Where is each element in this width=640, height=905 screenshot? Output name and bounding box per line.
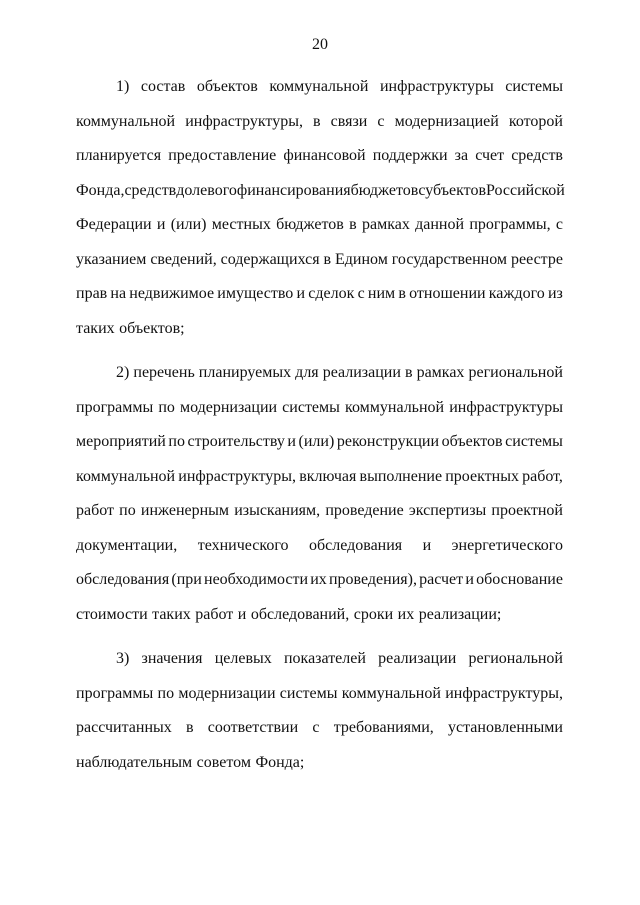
word: перечень <box>133 364 195 381</box>
word: по <box>158 398 175 416</box>
word: установленными <box>447 719 563 736</box>
word: реконструкции <box>336 433 440 450</box>
word: объектов <box>441 433 503 450</box>
word: сведений, <box>150 250 217 268</box>
text-line <box>76 529 563 564</box>
word: коммунальной <box>341 684 441 702</box>
word: программы <box>76 398 154 416</box>
word: инфраструктуры, <box>185 112 303 130</box>
word: обследования <box>308 536 403 554</box>
word: объектов <box>196 78 258 95</box>
word: каждого <box>488 285 545 302</box>
word: проведения), <box>328 571 417 588</box>
word: энергетического <box>451 536 563 554</box>
word: коммунальной <box>76 467 176 485</box>
word: средств <box>511 147 563 164</box>
word: планируемых <box>198 364 292 381</box>
word: экспертизы <box>408 502 487 519</box>
word: советом <box>196 753 251 771</box>
word: инфраструктуры <box>449 398 563 416</box>
paragraph-item-3 <box>76 642 563 780</box>
text-line <box>76 598 563 633</box>
page-number: 20 <box>312 36 328 53</box>
word: 3) <box>116 650 130 667</box>
word: их <box>310 571 327 588</box>
word: и <box>422 536 432 554</box>
word: стоимости <box>76 605 148 623</box>
text-line <box>76 174 563 209</box>
word: в <box>323 250 332 268</box>
word: Едином <box>334 250 388 268</box>
word: субъектов <box>418 181 487 199</box>
word: инфраструктуры <box>379 78 494 95</box>
word: модернизацией <box>394 112 499 130</box>
word: с <box>555 216 563 233</box>
word: и <box>296 285 306 302</box>
word: финансирования <box>236 181 351 199</box>
word: бюджетов <box>350 181 419 199</box>
word: сроки <box>353 605 394 623</box>
word: (или) <box>170 216 207 233</box>
text-line <box>76 312 563 347</box>
text-line <box>76 711 563 746</box>
text-line <box>76 243 563 278</box>
word: с <box>357 285 365 302</box>
word: региональной <box>468 364 563 381</box>
word: ним <box>367 285 396 302</box>
word: системы <box>505 433 563 450</box>
text-line <box>76 277 563 312</box>
word: по <box>157 684 175 702</box>
text-line <box>76 642 563 677</box>
word: системы <box>279 684 338 702</box>
word: таких <box>76 319 115 337</box>
word: содержащихся <box>220 250 320 268</box>
word: для <box>295 364 319 381</box>
word: Фонда; <box>255 753 305 771</box>
word: показателей <box>283 650 366 667</box>
word: программы <box>76 684 154 702</box>
paragraph-item-1 <box>76 70 563 346</box>
word: финансовой <box>283 147 366 164</box>
word: Федерации <box>76 216 152 233</box>
text-line <box>76 70 563 105</box>
word: в <box>185 719 194 736</box>
text-line <box>76 563 563 598</box>
paragraph-item-2 <box>76 356 563 632</box>
word: за <box>454 147 469 164</box>
word: местных <box>211 216 271 233</box>
word: инженерным <box>140 502 230 519</box>
text-line <box>76 746 563 781</box>
word: региональной <box>468 650 563 667</box>
word: проектной <box>491 502 563 519</box>
word: по <box>168 433 185 450</box>
word: предоставление <box>168 147 277 164</box>
word: бюджетов <box>276 216 344 233</box>
word: коммунальной <box>76 112 176 130</box>
word: обследования <box>76 571 170 588</box>
word: системы <box>505 78 563 95</box>
word: 1) <box>116 78 130 95</box>
word: инфраструктуры, <box>445 684 563 702</box>
word: долевого <box>176 181 237 199</box>
word: отношении <box>409 285 486 302</box>
word: работ <box>76 502 115 519</box>
word: имущество <box>217 285 294 302</box>
text-line <box>76 460 563 495</box>
word: проведение <box>325 502 404 519</box>
text-line <box>76 677 563 712</box>
word: системы <box>282 398 340 416</box>
word: Российской <box>486 181 565 199</box>
text-line <box>76 208 563 243</box>
word: в <box>404 364 413 381</box>
word: работ, <box>522 467 563 485</box>
word: мероприятий <box>76 433 166 450</box>
word: целевых <box>214 650 272 667</box>
word: счет <box>475 147 505 164</box>
word: значения <box>141 650 203 667</box>
text-line <box>76 105 563 140</box>
word: связи <box>330 112 368 130</box>
word: программы, <box>469 216 551 233</box>
word: обоснование <box>476 571 563 588</box>
word: 2) <box>116 364 130 381</box>
word: состав <box>140 78 186 95</box>
word: проектных <box>445 467 519 485</box>
word: в <box>398 285 406 302</box>
word: государственном <box>391 250 508 268</box>
word: изысканиям, <box>234 502 321 519</box>
word: (при <box>171 571 202 588</box>
word: коммунальной <box>344 398 445 416</box>
text-line <box>76 356 563 391</box>
word: выполнение <box>359 467 443 485</box>
word: в <box>313 112 321 130</box>
word: и <box>156 216 166 233</box>
text-line <box>76 425 563 460</box>
word: и <box>465 571 474 588</box>
word: и <box>287 433 296 450</box>
word: которой <box>508 112 563 130</box>
document-body <box>76 70 563 790</box>
word: включая <box>299 467 357 485</box>
text-line <box>76 391 563 426</box>
word: объектов; <box>119 319 185 337</box>
word: сделок <box>308 285 355 302</box>
text-line <box>76 139 563 174</box>
word: требованиями, <box>333 719 434 736</box>
word: модернизации <box>178 684 276 702</box>
word: рассчитанных <box>76 719 172 736</box>
word: с <box>377 112 385 130</box>
word: рамках <box>416 364 465 381</box>
word: работ <box>195 605 234 623</box>
word: на <box>110 285 127 302</box>
word: модернизации <box>179 398 278 416</box>
word: необходимости <box>204 571 309 588</box>
word: прав <box>76 285 108 302</box>
word: средств <box>124 181 177 199</box>
word: инфраструктуры, <box>178 467 297 485</box>
word: наблюдательным <box>76 753 193 771</box>
word: обследований, <box>250 605 350 623</box>
word: с <box>312 719 320 736</box>
word: указанием <box>76 250 147 268</box>
word: рамках <box>361 216 410 233</box>
word: строительству <box>187 433 285 450</box>
word: в <box>349 216 357 233</box>
word: (или) <box>298 433 335 450</box>
word: коммунальной <box>269 78 369 95</box>
word: по <box>119 502 136 519</box>
text-line <box>76 494 563 529</box>
word: реестре <box>510 250 563 268</box>
word: их <box>397 605 415 623</box>
word: планируется <box>76 147 162 164</box>
word: из <box>547 285 563 302</box>
word: документации, <box>76 536 178 554</box>
word: реализации <box>322 364 401 381</box>
word: реализации; <box>418 605 502 623</box>
word: таких <box>152 605 191 623</box>
word: технического <box>197 536 289 554</box>
word: соответствии <box>207 719 299 736</box>
word: реализации <box>378 650 457 667</box>
word: расчет <box>419 571 464 588</box>
word: недвижимое <box>129 285 215 302</box>
word: поддержки <box>372 147 448 164</box>
word: Фонда, <box>76 181 125 199</box>
word: данной <box>415 216 465 233</box>
word: и <box>237 605 247 623</box>
